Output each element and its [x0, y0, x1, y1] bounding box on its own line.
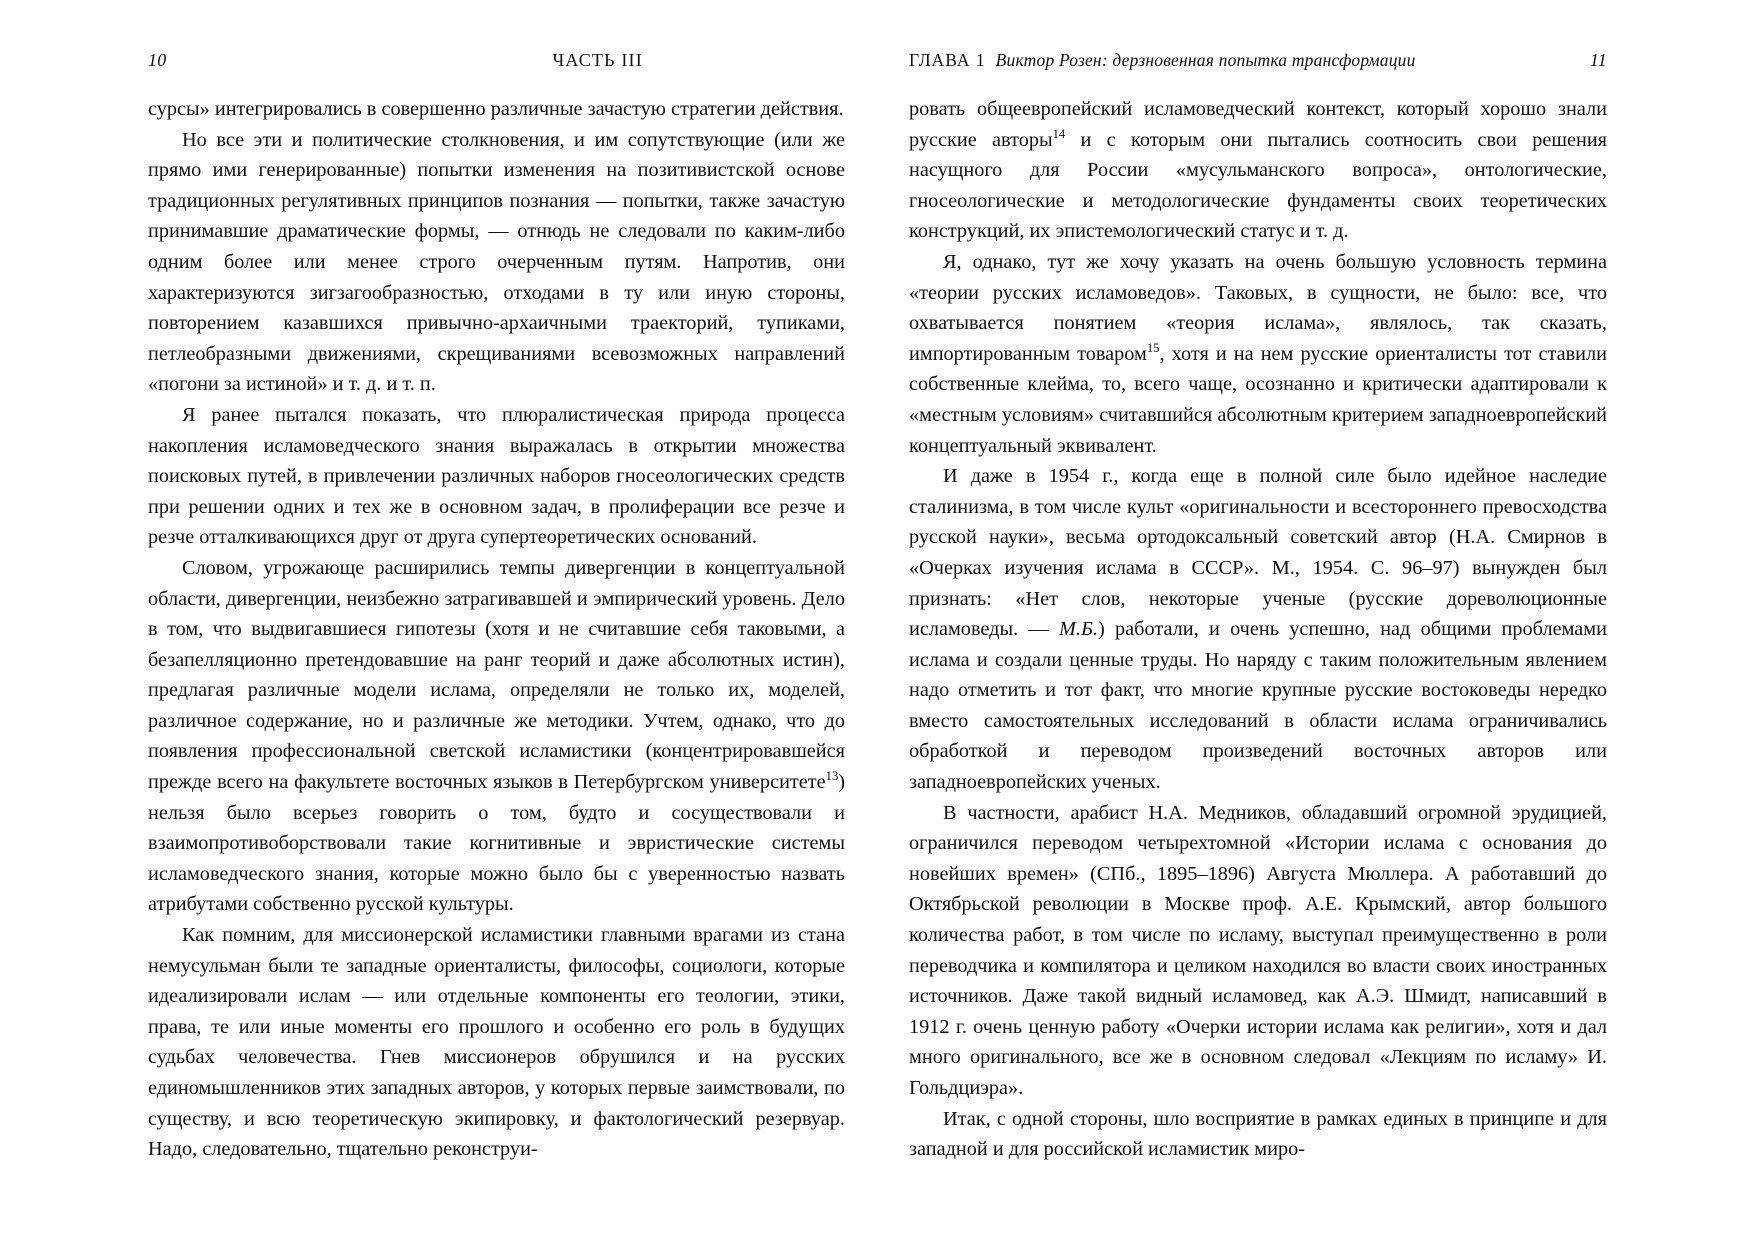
chapter-label: ГЛАВА 1: [909, 50, 986, 70]
page-number-right: 11: [1589, 50, 1607, 70]
paragraph: И даже в 1954 г., когда еще в полной силе было идейное наследие сталинизма, в том числе культ «оригинальности и всестороннего превосходства русской науки», весьма ортодоксальный советский автор (Н.А. Смирнов в «Очерках изучения ислама в СССР». М., 1954. С. 96–97) вынужден был признать: «Нет слов, некоторые ученые (русские дореволюционные исламоведы. — М.Б.) работали, и очень успешно, над общими проблемами ислама и создали ценные труды. Но наряду с таким положительным явлением надо отметить и тот факт, что многие крупные русские востоковеды нередко вместо самостоятельных исследований в области ислама ограничивались обработкой и переводом произведений восточных авторов или западноевропейских ученых.: [909, 465, 1607, 794]
paragraph: Я, однако, тут же хочу указать на очень большую условность термина «теории русских исламоведов». Таковых, в сущности, не было: все, что охватывается понятием «теория ислама», являлось, так сказать, импортированным товаром$^{15}$, хотя и на нем русские ориенталисты тот ставили собственные клейма, то, всего чаще, осознанно и критически адаптировали к «местным условиям» считавшийся абсолютным критерием западноевропейский концептуальный эквивалент.: [909, 250, 1607, 457]
footnote-marker[interactable]: 14: [1052, 126, 1066, 141]
paragraph: В частности, арабист Н.А. Медников, обладавший огромной эрудицией, ограничился переводом четырехтомной «Истории ислама с основания до новейших времен» (СПб., 1895–1896) Августа Мюллера. А работавший до Октябрьской революции в Москве проф. А.Е. Крымский, автор большого количества работ, в том числе по исламу, выступал преимущественно в роли переводчика и компилятора и целиком находился во власти своих иностранных источников. Даже такой видный исламовед, как А.Э. Шмидт, написавший в 1912 г. очень ценную работу «Очерки истории ислама как религии», хотя и дал много оригинального, все же в основном следовал «Лекциям по исламу» И. Гольдциэра».: [909, 801, 1607, 1099]
paragraph: сурсы» интегрировались в совершенно различные зачастую стратегии действия.: [148, 98, 844, 120]
paragraph: ровать общеевропейский исламоведческий контекст, который хорошо знали русские авторы$^{14}$ и с которым они пытались соотносить свои решения насущного для России «мусульманского вопроса», онтологические, гносеологические и методологические фундаменты своих теоретических конструкций, их эпистемологический статус и т. д.: [909, 98, 1608, 243]
chapter-title: Виктор Розен: дерзновенная попытка трансформации: [995, 50, 1416, 70]
footnote-marker[interactable]: 13: [825, 769, 839, 784]
italic-text: М.Б.: [1058, 618, 1098, 641]
footnote-marker[interactable]: 15: [1146, 340, 1160, 355]
page-number-left: 10: [148, 50, 167, 70]
part-title: ЧАСТЬ III: [552, 50, 643, 70]
paragraph: Я ранее пытался показать, что плюралистическая природа процесса накопления исламоведческого знания выражалась в открытии множества поисковых путей, в привлечении различных наборов гносеологических средств при решении одних и тех же в основном задач, в пролиферации все резче и резче отталкивающихся друг от друга супертеоретических оснований.: [148, 403, 845, 549]
left-page: [0, 50, 877, 1241]
paragraph: Как помним, для миссионерской исламистики главными врагами из стана немусульман были те западные ориенталисты, философы, социологи, которые идеализировали ислам — или отдельные компоненты его теологии, этики, права, те или иные моменты его прошлого и особенно его роль в будущих судьбах человечества. Гнев миссионеров обрушился и на русских единомышленников этих западных авторов, у которых первые заимствовали, по существу, и всю теоретическую экипировку, и фактологический резервуар. Надо, следовательно, тщательно реконструи-: [148, 924, 845, 1161]
paragraph: Итак, с одной стороны, шло восприятие в рамках единых в принципе и для западной и для российской исламистик миро-: [909, 1107, 1607, 1161]
right-page-text: [909, 94, 1607, 1165]
chapter-running-title: [909, 50, 1416, 71]
right-running-head: [909, 50, 1607, 76]
paragraph: Но все эти и политические столкновения, и им сопутствующие (или же прямо ими генерированные) попытки изменения на позитивистской основе традиционных регулятивных принципов познания — попытки, также зачастую принимавшие драматические формы, — отнюдь не следовали по каким-либо одним более или менее строго очерченным путям. Напротив, они характеризуются зигзагообразностью, отходами в ту или иную стороны, повторением казавшихся привычно-архаичными траекторий, тупиками, петлеобразными движениями, скрещиваниями всевозможных направлений «погони за истиной» и т. д. и т. п.: [148, 128, 845, 396]
left-running-head: [148, 50, 845, 76]
paragraph: Словом, угрожающе расширились темпы дивергенции в концептуальной области, дивергенции, неизбежно затрагивавшей и эмпирический уровень. Дело в том, что выдвигавшиеся гипотезы (хотя и не считавшие себя таковыми, а безапелляционно претендовавшие на ранг теорий и даже абсолютных истин), предлагая различные модели ислама, определяли не только их, моделей, различное содержание, но и различные же методики. Учтем, однако, что до появления профессиональной светской исламистики (концентрировавшейся прежде всего на факультете восточных языков в Петербургском университете$^{13}$) нельзя было всерьез говорить о том, будто и сосуществовали и взаимопротивоборствовали такие когнитивные и эвристические системы исламоведческого знания, которые можно было бы с уверенностью назвать атрибутами собственно русской культуры.: [148, 556, 845, 916]
left-page-text: [148, 94, 845, 1165]
right-page: [877, 50, 1755, 1241]
